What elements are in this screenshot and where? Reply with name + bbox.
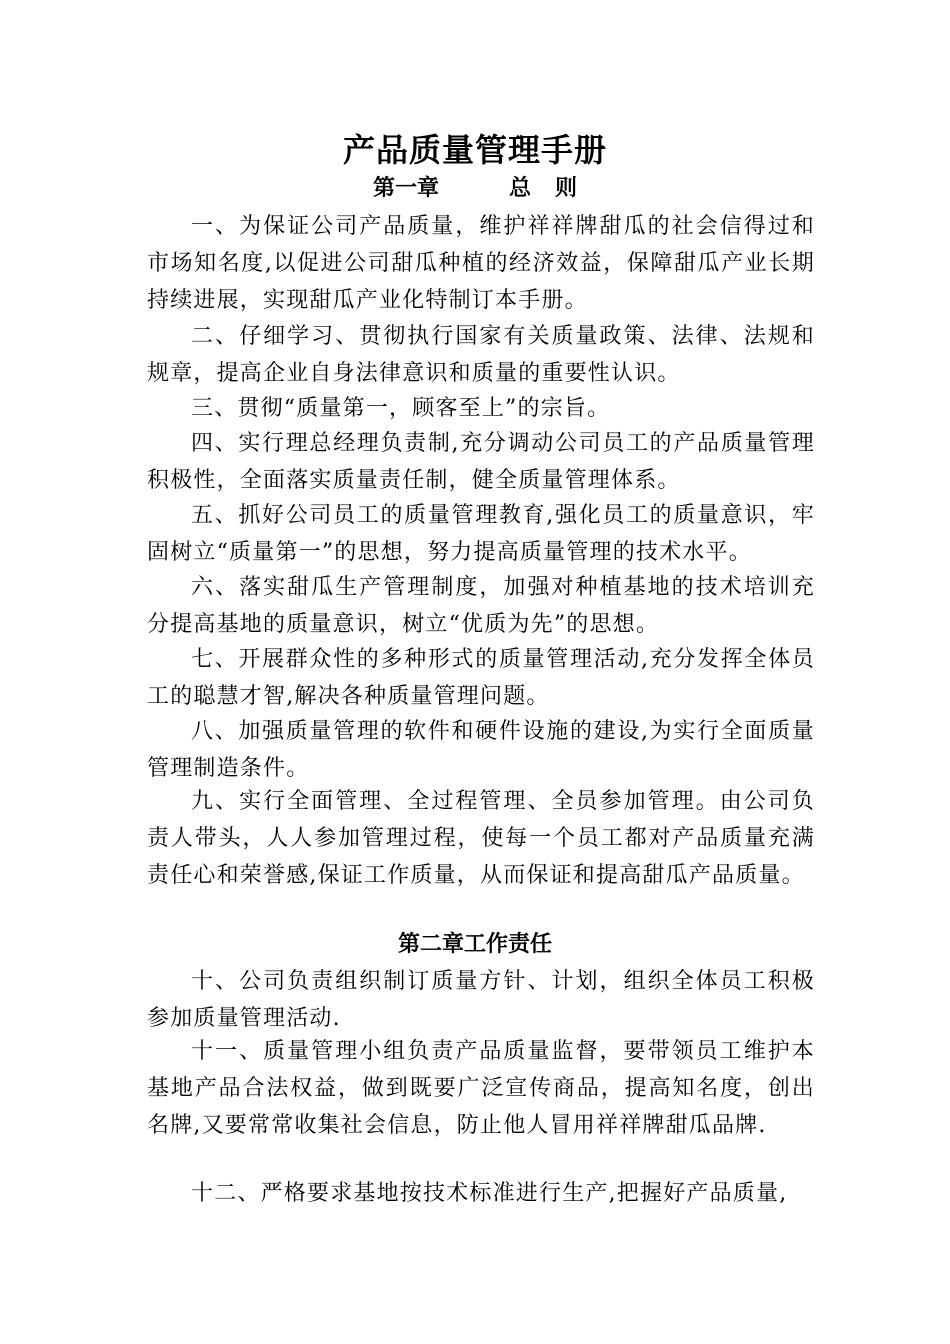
paragraph-8: 八、加强质量管理的软件和硬件设施的建设,为实行全面质量管理制造条件。 xyxy=(147,719,815,781)
chapter-1-label: 第一章 xyxy=(372,176,439,201)
chapter-1-heading xyxy=(0,174,950,204)
paragraph-11: 十一、质量管理小组负责产品质量监督，要带领员工维护本基地产品合法权益，做到既要广泛宣传商品，提高知名度，创出名牌,又要常常收集社会信息，防止他人冒用祥祥牌甜瓜品牌. xyxy=(147,1039,815,1138)
paragraph-3: 三、贯彻“质量第一，顾客至上”的宗旨。 xyxy=(191,396,611,421)
chapter-1-name-part2: 则 xyxy=(555,176,578,201)
chapter-2-heading: 第二章工作责任 xyxy=(397,932,552,957)
paragraph-6: 六、落实甜瓜生产管理制度，加强对种植基地的技术培训充分提高基地的质量意识，树立“优质为先”的思想。 xyxy=(147,575,815,637)
paragraph-7: 七、开展群众性的多种形式的质量管理活动,充分发挥全体员工的聪慧才智,解决各种质量管理问题。 xyxy=(147,647,815,709)
document-title: 产品质量管理手册 xyxy=(342,131,607,169)
paragraph-4: 四、实行理总经理负责制,充分调动公司员工的产品质量管理积极性，全面落实质量责任制，健全质量管理体系。 xyxy=(147,431,815,493)
chapter-1-name-part1: 总 xyxy=(508,176,531,201)
paragraph-12: 十二、严格要求基地按技术标准进行生产,把握好产品质量, xyxy=(191,1181,788,1206)
paragraph-5: 五、抓好公司员工的质量管理教育,强化员工的质量意识，牢固树立“质量第一”的思想，努力提高质量管理的技术水平。 xyxy=(147,503,815,565)
paragraph-2: 二、仔细学习、贯彻执行国家有关质量政策、法律、法规和规章，提高企业自身法律意识和质量的重要性认识。 xyxy=(147,324,815,386)
paragraph-1: 一、为保证公司产品质量，维护祥祥牌甜瓜的社会信得过和市场知名度,以促进公司甜瓜种植的经济效益，保障甜瓜产业长期持续进展，实现甜瓜产业化特制订本手册。 xyxy=(147,214,815,313)
paragraph-9: 九、实行全面管理、全过程管理、全员参加管理。由公司负责人带头，人人参加管理过程，使每一个员工都对产品质量充满责任心和荣誉感,保证工作质量，从而保证和提高甜瓜产品质量。 xyxy=(147,789,815,888)
paragraph-10: 十、公司负责组织制订质量方针、计划，组织全体员工积极参加质量管理活动. xyxy=(147,969,815,1031)
